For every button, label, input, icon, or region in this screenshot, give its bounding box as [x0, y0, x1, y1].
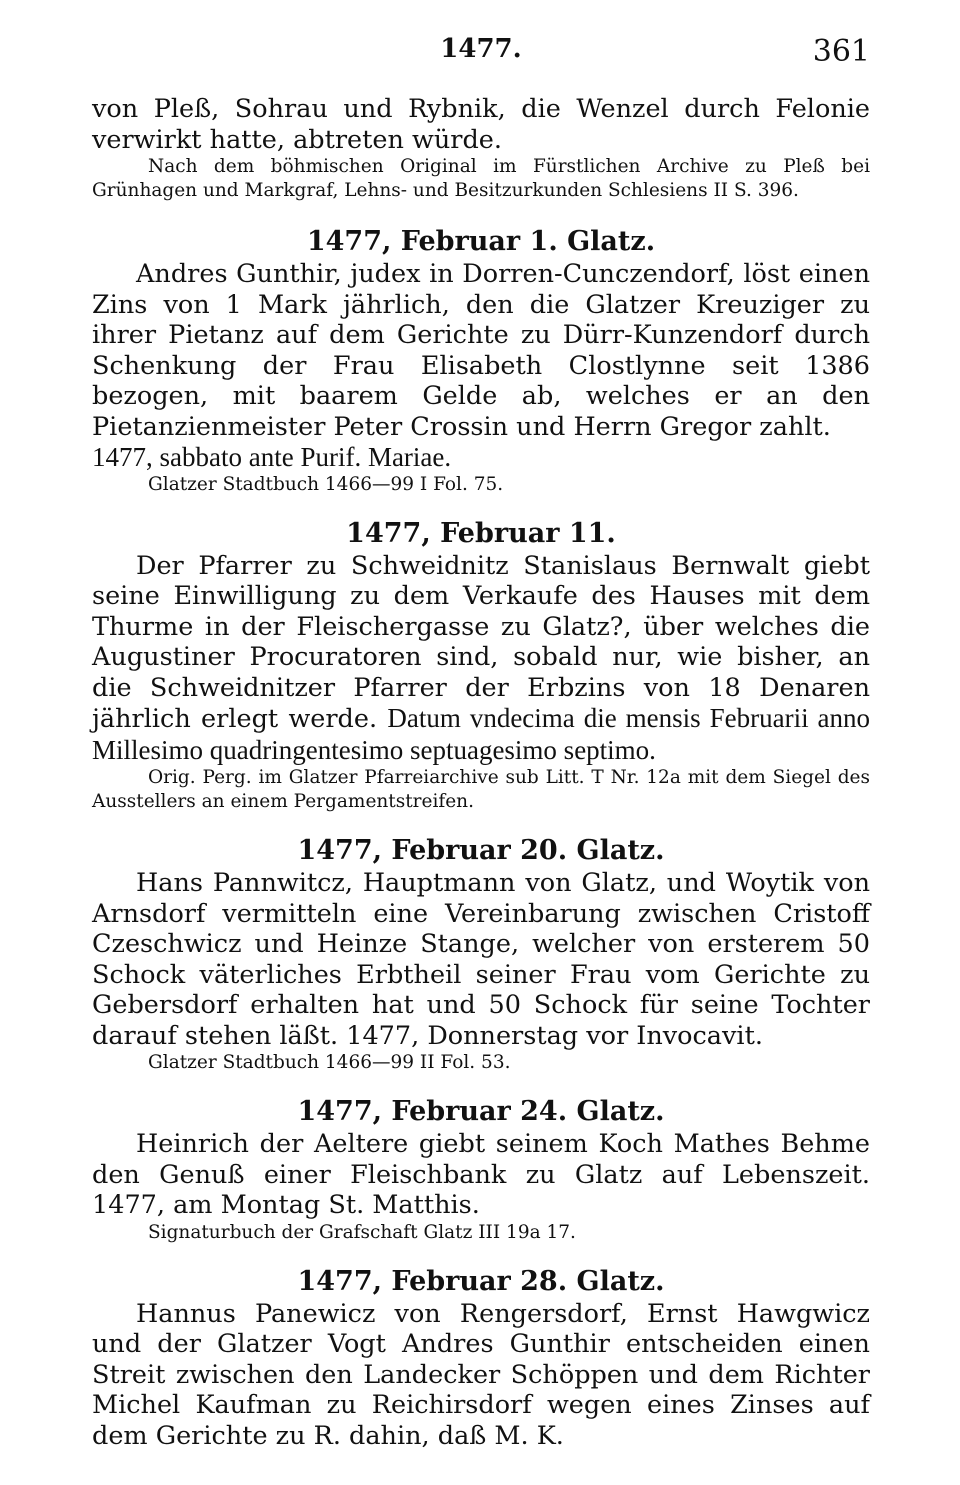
entry-heading: 1477, Februar 24. Glatz. — [297, 1096, 665, 1127]
entry-body-text: Heinrich der Aeltere giebt seinem Koch Mathes Behme den Genuß einer Fleischbank zu Glatz auf Lebenszeit. — [92, 1129, 870, 1190]
entry-heading: 1477, Februar 1. Glatz. — [306, 226, 656, 257]
page-content — [92, 94, 870, 1451]
entry-source: Orig. Perg. im Glatzer Pfarreiarchive sub Litt. T Nr. 12a mit dem Siegel des Ausstellers an einem Pergamentstreifen. — [92, 767, 870, 812]
entry-1477-02-24 — [92, 1095, 870, 1245]
entry-1477-02-11 — [92, 517, 870, 815]
entry-source: Glatzer Stadtbuch 1466—99 I Fol. 75. — [148, 473, 504, 495]
running-head — [92, 34, 870, 74]
entry-source: Glatzer Stadtbuch 1466—99 II Fol. 53. — [148, 1052, 511, 1073]
entry-source: Signaturbuch der Grafschaft Glatz III 19a 17. — [148, 1221, 576, 1243]
continuation-text: von Pleß, Sohrau und Rybnik, die Wenzel durch Felonie verwirkt hatte, abtreten würde. — [92, 94, 870, 155]
entry-date-line: 1477, sabbato ante Purif. Mariae. — [92, 442, 452, 472]
entry-body-text: Der Pfarrer zu Schweidnitz Stanislaus Bernwalt giebt seine Einwilligung zu dem Verkaufe des Hauses mit dem Thurme in der Fleischergasse zu Glatz?, über welches die Augustiner Procuratoren sind, sobald nur, wie bisher, an die Schweidnitzer Pfarrer der Erbzins von 18 Denaren jährlich erlegt werde. — [92, 550, 870, 734]
entry-date-line: 1477, am Montag St. Matthis. — [92, 1190, 480, 1220]
entry-body: Hannus Panewicz von Rengersdorf, Ernst Hawgwicz und der Glatzer Vogt Andres Gunthir entscheiden einen Streit zwischen den Landecker Schöppen und dem Richter Michel Kaufman zu Reichirsdorf wegen eines Zinses auf dem Gerichte zu R. dahin, daß M. K. — [92, 1298, 870, 1451]
entry-body — [92, 551, 870, 767]
entry-body: Andres Gunthir, judex in Dorren-Cunczendorf, löst einen Zins von 1 Mark jährlich, den die Glatzer Kreuziger zu ihrer Pietanz auf dem Gerichte zu Dürr-Kunzendorf durch Schenkung der Frau Elisabeth Clostlynne seit 1386 bezogen, mit baarem Gelde ab, welches er an den Pietanzienmeister Peter Crossin und Herrn Gregor zahlt. — [92, 259, 870, 442]
entry-1477-02-01 — [92, 225, 870, 497]
continuation-source: Nach dem böhmischen Original im Fürstlichen Archive zu Pleß bei Grünhagen und Markgraf, Lehns- und Besitzurkunden Schlesiens II S. 396. — [92, 156, 870, 201]
entry-heading: 1477, Februar 11. — [346, 517, 616, 549]
entry-date-line: 1477, Donnerstag vor Invocavit. — [346, 1020, 763, 1051]
entry-body — [92, 1129, 870, 1221]
page-number: 361 — [812, 34, 870, 69]
entry-1477-02-28 — [92, 1265, 870, 1452]
entry-heading: 1477, Februar 28. Glatz. — [297, 1265, 665, 1297]
entry-body — [92, 868, 870, 1051]
entry-heading: 1477, Februar 20. Glatz. — [297, 835, 665, 866]
entry-1477-02-20 — [92, 834, 870, 1075]
entry-date-line: Datum vndecima die mensis Februarii anno Millesimo quadringentesimo septuagesimo septimo. — [92, 703, 870, 765]
running-head-year: 1477. — [440, 34, 522, 64]
entry-body-text: Hans Pannwitcz, Hauptmann von Glatz, und Woytik von Arnsdorf vermitteln eine Vereinbarung zwischen Cristoff Czeschwicz und Heinze Stange, welcher von ersterem 50 Schock väterliches Erbtheil seiner Frau vom Gerichte zu Gebersdorf erhalten hat und 50 Schock für seine Tochter darauf stehen läßt. — [92, 868, 870, 1051]
